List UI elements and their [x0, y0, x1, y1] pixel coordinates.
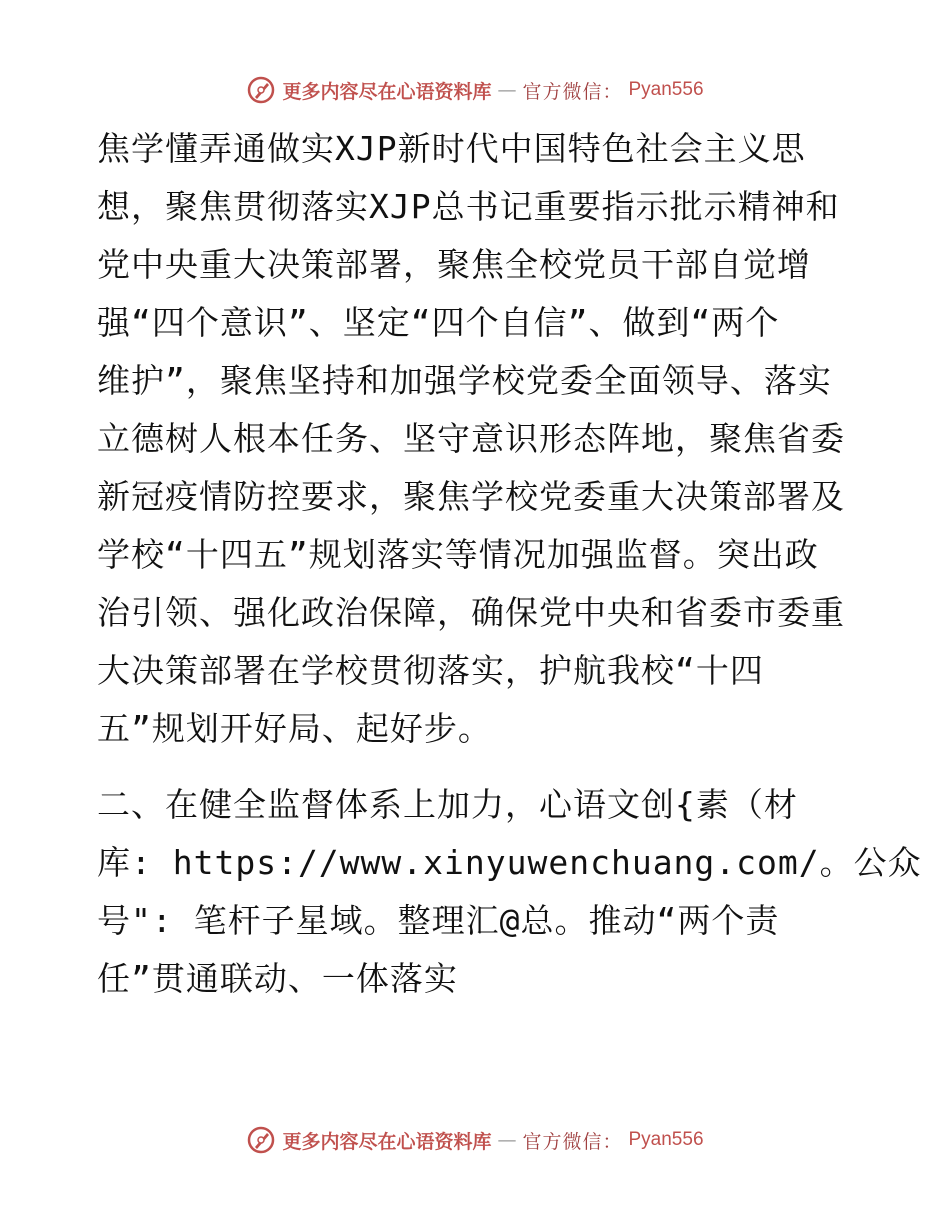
- text-line: 库: https://www.xinyuwenchuang.com/。公众: [97, 843, 922, 882]
- header-watermark-banner: [0, 70, 950, 110]
- text-line: 想，聚焦贯彻落实XJP总书记重要指示批示精神和: [97, 187, 840, 226]
- text-line: 立德树人根本任务、坚守意识形态阵地，聚焦省委: [97, 419, 845, 458]
- footer-watermark-banner: [0, 1120, 950, 1160]
- text-line: 号": 笔杆子星域。整理汇@总。推动“两个责: [97, 901, 780, 940]
- section-heading-line: 二、在健全监督体系上加力，心语文创{素（材: [97, 785, 798, 824]
- text-line: 五”规划开好局、起好步。: [97, 709, 492, 748]
- text-line: 维护”，聚焦坚持和加强学校党委全面领导、落实: [97, 361, 832, 400]
- quill-logo-icon: [246, 75, 276, 105]
- banner-site-text: 更多内容尽在心语资料库: [282, 80, 492, 103]
- quill-logo-icon: [246, 1125, 276, 1155]
- banner-separator: —: [497, 1129, 517, 1151]
- banner-official-label: 官方微信：: [522, 80, 623, 103]
- text-line: 强“四个意识”、坚定“四个自信”、做到“两个: [97, 303, 780, 342]
- text-line: 新冠疫情防控要求，聚焦学校党委重大决策部署及: [97, 477, 845, 516]
- banner-wechat-id: Pyan556: [628, 79, 704, 100]
- document-body: [97, 120, 922, 1008]
- text-line: 大决策部署在学校贯彻落实，护航我校“十四: [97, 651, 764, 690]
- banner-separator: —: [497, 79, 517, 101]
- paragraph-2: [97, 776, 922, 1008]
- text-line: 学校“十四五”规划落实等情况加强监督。突出政: [97, 535, 819, 574]
- text-line: 任”贯通联动、一体落实: [97, 959, 458, 998]
- text-line: 焦学懂弄通做实XJP新时代中国特色社会主义思: [97, 129, 806, 168]
- banner-wechat-id: Pyan556: [628, 1129, 704, 1150]
- text-line: 党中央重大决策部署，聚焦全校党员干部自觉增: [97, 245, 811, 284]
- banner-official-label: 官方微信：: [522, 1130, 623, 1153]
- text-line: 治引领、强化政治保障，确保党中央和省委市委重: [97, 593, 845, 632]
- paragraph-gap: [97, 758, 857, 776]
- paragraph-1: [97, 120, 857, 758]
- banner-site-text: 更多内容尽在心语资料库: [282, 1130, 492, 1153]
